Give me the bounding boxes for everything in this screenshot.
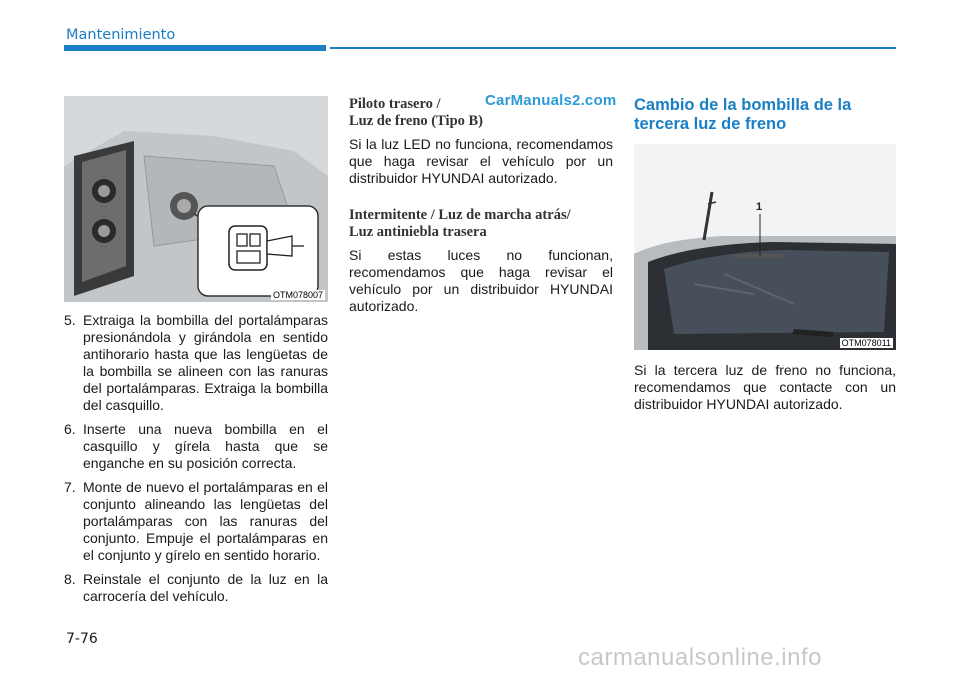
list-item [64,421,328,472]
section-title: Mantenimiento [66,27,176,43]
rear-window-illustration [634,144,896,350]
right-column [634,96,896,413]
subheading-line: Piloto trasero / [349,96,441,112]
section-heading [634,96,896,134]
heading-line: tercera luz de freno [634,115,787,133]
left-column [64,96,328,612]
taillight-figure [64,96,328,302]
step-number: 8. [64,571,76,587]
step-number: 5. [64,312,76,328]
paragraph: Si la luz LED no funciona, recomendamos que haga revisar el vehículo por un distribuidor HYUNDAI autorizado. [349,136,613,186]
page-number: 7-76 [66,631,98,647]
list-item [64,479,328,564]
steps-list [64,312,328,605]
callout-number: 1 [756,201,763,213]
watermark-bottom: carmanualsonline.info [578,644,822,671]
figure-code: OTM078007 [272,290,323,300]
paragraph: Si la tercera luz de freno no funciona, recomendamos que contacte con un distribuidor HYUNDAI autorizado. [634,362,896,412]
subheading-line: Luz antiniebla trasera [349,224,487,240]
subheading-line: Luz de freno (Tipo B) [349,113,484,129]
list-item [64,312,328,414]
figure-code: OTM078011 [841,338,891,348]
step-text: Reinstale el conjunto de la luz en la carrocería del vehículo. [83,571,328,604]
paragraph: Si estas luces no funcionan, recomendamos que haga revisar el vehículo por un distribuidor HYUNDAI autorizado. [349,247,613,314]
middle-column [349,96,613,315]
header-rule-thin [330,47,896,49]
step-number: 7. [64,479,76,495]
heading-line: Cambio de la bombilla de la [634,96,852,114]
step-text: Inserte una nueva bombilla en el casquillo y gírela hasta que se enganche en su posición correcta. [83,421,328,471]
step-number: 6. [64,421,76,437]
subheading-tail-light [349,96,613,130]
brake-light-figure [634,144,896,350]
list-item [64,571,328,605]
subheading-line: Intermitente / Luz de marcha atrás/ [349,207,571,223]
step-text: Extraiga la bombilla del portalámparas presionándola y girándola en sentido antihorario hasta que las lengüetas de la bombilla se alineen con las ranuras del portalámparas. Extraiga la bombilla del casquillo. [83,312,328,413]
watermark-top: CarManuals2.com [485,92,617,109]
step-text: Monte de nuevo el portalámparas en el conjunto alineando las lengüetas del portalámparas con las ranuras del conjunto. Empuje el portalámparas en el conjunto y gírelo en sentido horario. [83,479,328,563]
taillight-illustration [64,96,328,302]
subheading-turn-signal [349,207,613,241]
header-rule-thick [64,45,326,51]
